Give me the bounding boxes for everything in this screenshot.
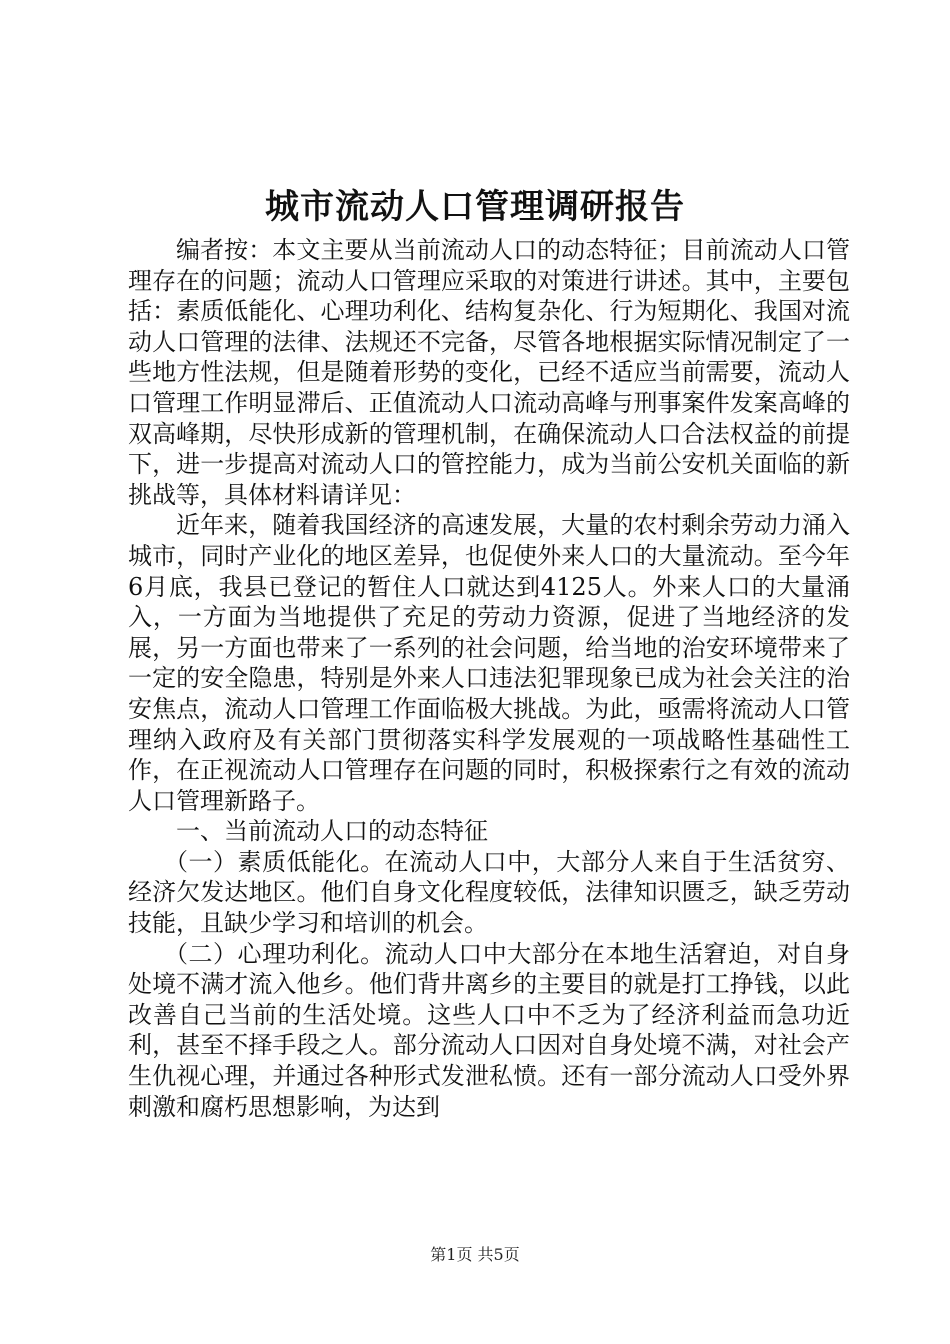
section-item-2: （二）心理功利化。流动人口中大部分在本地生活窘迫，对自身处境不满才流入他乡。他们背井离乡的主要目的就是打工挣钱，以此改善自己当前的生活处境。这些人口中不乏为了经济利益而急功近利，甚至不择手段之人。部分流动人口因对自身处境不满，对社会产生仇视心理，并通过各种形式发泄私愤。还有一部分流动人口受外界刺激和腐朽思想影响，为达到 <box>128 939 850 1121</box>
section-item-1: （一）素质低能化。在流动人口中，大部分人来自于生活贫穷、经济欠发达地区。他们自身文化程度较低，法律知识匮乏，缺乏劳动技能，且缺少学习和培训的机会。 <box>128 847 850 938</box>
editor-note-paragraph: 编者按：本文主要从当前流动人口的动态特征；目前流动人口管理存在的问题；流动人口管理应采取的对策进行讲述。其中，主要包括：素质低能化、心理功利化、结构复杂化、行为短期化、我国对流动人口管理的法律、法规还不完备，尽管各地根据实际情况制定了一些地方性法规，但是随着形势的变化，已经不适应当前需要，流动人口管理工作明显滞后、正值流动人口流动高峰与刑事案件发案高峰的双高峰期，尽快形成新的管理机制，在确保流动人口合法权益的前提下，进一步提高对流动人口的管控能力，成为当前公安机关面临的新挑战等，具体材料请详见： <box>128 236 850 509</box>
document-body <box>128 235 850 1122</box>
section-heading: 一、当前流动人口的动态特征 <box>176 817 488 846</box>
intro-paragraph: 近年来，随着我国经济的高速发展，大量的农村剩余劳动力涌入城市，同时产业化的地区差异，也促使外来人口的大量流动。至今年6月底，我县已登记的暂住人口就达到4125人。外来人口的大量涌入，一方面为当地提供了充足的劳动力资源，促进了当地经济的发展，另一方面也带来了一系列的社会问题，给当地的治安环境带来了一定的安全隐患，特别是外来人口违法犯罪现象已成为社会关注的治安焦点，流动人口管理工作面临极大挑战。为此，亟需将流动人口管理纳入政府及有关部门贯彻落实科学发展观的一项战略性基础性工作，在正视流动人口管理存在问题的同时，积极探索行之有效的流动人口管理新路子。 <box>128 511 850 815</box>
document-title: 城市流动人口管理调研报告 <box>265 187 685 227</box>
page-footer: 第1页 共5页 <box>430 1245 520 1264</box>
